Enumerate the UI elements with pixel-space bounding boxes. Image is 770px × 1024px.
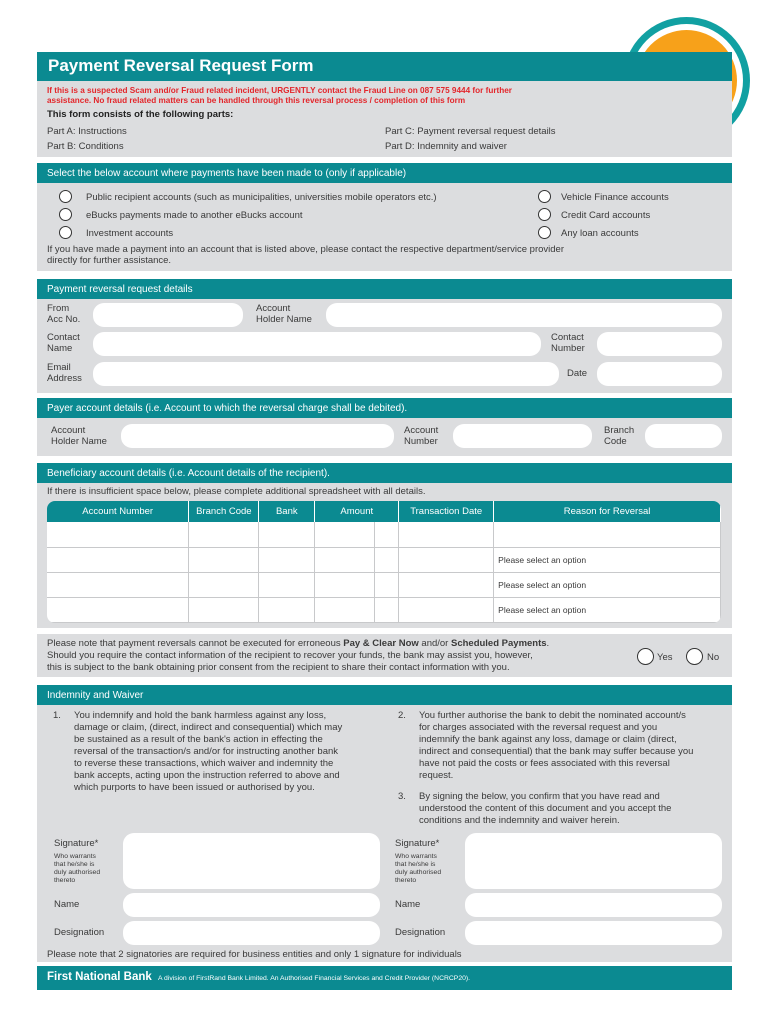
cell-amount[interactable] — [315, 547, 375, 572]
signature-1-input[interactable] — [123, 833, 380, 889]
payer-number-input[interactable] — [453, 424, 592, 448]
radio-no[interactable] — [686, 648, 703, 665]
date-input[interactable] — [597, 362, 722, 386]
col-transaction-date: Transaction Date — [399, 501, 494, 522]
name-2-label: Name — [395, 899, 421, 910]
table-row[interactable] — [47, 547, 721, 572]
cell-branch-code[interactable] — [189, 522, 259, 547]
col-account-number: Account Number — [47, 501, 189, 522]
table-header-row — [47, 501, 721, 522]
payer-branch-label: Branch Code — [604, 425, 635, 447]
contact-number-input[interactable] — [597, 332, 722, 356]
option-vehicle-finance: Vehicle Finance accounts — [561, 192, 669, 203]
cell-transaction-date[interactable] — [399, 572, 494, 597]
contact-number-label: Contact Number — [551, 332, 585, 354]
signature-2-warrant: Who warrants that he/she is duly authorised thereto — [395, 853, 442, 884]
indemnity-heading: Indemnity and Waiver — [37, 685, 732, 705]
part-a: Part A: Instructions — [47, 126, 127, 137]
cell-transaction-date[interactable] — [399, 522, 494, 547]
name-1-label: Name — [54, 899, 80, 910]
signature-2-input[interactable] — [465, 833, 722, 889]
option-ebucks: eBucks payments made to another eBucks account — [86, 210, 303, 221]
holder-name-input[interactable] — [326, 303, 722, 327]
item2-number: 2. — [398, 710, 406, 721]
holder-name-label: Account Holder Name — [256, 303, 312, 325]
notice-line3: this is subject to the bank obtaining prior consent from the recipient to share their contact information with you. — [47, 662, 510, 673]
page-title: Payment Reversal Request Form — [48, 56, 314, 75]
cell-amount-cents[interactable] — [375, 522, 399, 547]
indemnity-item3: By signing the below, you confirm that you have read and understood the content of this document and you accept the conditions and the indemnity and waiver herein. — [419, 791, 672, 826]
payer-branch-input[interactable] — [645, 424, 722, 448]
cell-transaction-date[interactable] — [399, 547, 494, 572]
name-2-input[interactable] — [465, 893, 722, 917]
cell-amount[interactable] — [315, 597, 375, 622]
option-investment: Investment accounts — [86, 228, 174, 239]
cell-amount[interactable] — [315, 522, 375, 547]
signature-1-label: Signature* — [54, 838, 99, 849]
cell-transaction-date[interactable] — [399, 597, 494, 622]
payer-heading: Payer account details (i.e. Account to which the reversal charge shall be debited). — [37, 398, 732, 418]
cell-bank[interactable] — [259, 597, 315, 622]
signature-2-label: Signature* — [395, 838, 440, 849]
radio-vehicle-finance[interactable] — [538, 190, 551, 203]
name-1-input[interactable] — [123, 893, 380, 917]
option-credit-card: Credit Card accounts — [561, 210, 651, 221]
cell-amount-cents[interactable] — [375, 547, 399, 572]
cell-branch-code[interactable] — [189, 572, 259, 597]
cell-amount[interactable] — [315, 572, 375, 597]
beneficiary-table — [47, 501, 721, 623]
radio-ebucks[interactable] — [59, 208, 72, 221]
cell-branch-code[interactable] — [189, 547, 259, 572]
payer-holder-label: Account Holder Name — [51, 425, 107, 447]
payer-holder-input[interactable] — [121, 424, 394, 448]
cell-bank[interactable] — [259, 572, 315, 597]
cell-amount-cents[interactable] — [375, 597, 399, 622]
cell-reason-select[interactable]: Please select an option — [494, 572, 721, 597]
beneficiary-table-wrap — [47, 501, 721, 623]
radio-credit-card[interactable] — [538, 208, 551, 221]
email-input[interactable] — [93, 362, 559, 386]
payer-number-label: Account Number — [404, 425, 439, 447]
request-details-heading: Payment reversal request details — [37, 279, 732, 299]
option-loan: Any loan accounts — [561, 228, 639, 239]
col-bank: Bank — [259, 501, 315, 522]
parts-heading: This form consists of the following parts: — [47, 109, 234, 120]
yes-label: Yes — [657, 652, 673, 663]
no-label: No — [707, 652, 720, 663]
item3-number: 3. — [398, 791, 406, 802]
radio-loan[interactable] — [538, 226, 551, 239]
account-note-line2: directly for further assistance. — [47, 255, 172, 266]
designation-1-label: Designation — [54, 927, 105, 938]
email-label: Email Address — [47, 362, 82, 384]
col-reason: Reason for Reversal — [494, 501, 721, 522]
cell-amount-cents[interactable] — [375, 572, 399, 597]
from-acc-label: From Acc No. — [47, 303, 81, 325]
cell-bank[interactable] — [259, 547, 315, 572]
cell-reason[interactable] — [494, 522, 721, 547]
signatories-note: Please note that 2 signatories are required for business entities and only 1 signature for individuals — [47, 949, 462, 960]
account-note-line1: If you have made a payment into an account that is listed above, please contact the respective department/service provider — [47, 244, 564, 255]
item1-number: 1. — [53, 710, 61, 721]
table-row[interactable] — [47, 572, 721, 597]
col-branch-code: Branch Code — [189, 501, 259, 522]
radio-public-recipient[interactable] — [59, 190, 72, 203]
table-row[interactable] — [47, 597, 721, 622]
cell-bank[interactable] — [259, 522, 315, 547]
contact-name-input[interactable] — [93, 332, 541, 356]
footer-legal: A division of FirstRand Bank Limited. An Authorised Financial Services and Credit Provider (NCRCP20). — [158, 975, 471, 982]
beneficiary-note: If there is insufficient space below, please complete additional spreadsheet with all details. — [47, 486, 426, 497]
radio-yes[interactable] — [637, 648, 654, 665]
contact-name-label: Contact Name — [47, 332, 80, 354]
table-row[interactable] — [47, 522, 721, 547]
option-public-recipient: Public recipient accounts (such as municipalities, universities mobile operators etc.) — [86, 192, 437, 203]
part-c: Part C: Payment reversal request details — [385, 126, 556, 137]
cell-account-number[interactable] — [47, 572, 189, 597]
indemnity-item2: You further authorise the bank to debit the nominated account/s for charges associated with the reversal request and you indemnify the bank against any loss, damage or claim (direct, indirect and consequential) that the bank may suffer because you have not paid the costs or fees associated with this reversal request. — [419, 710, 694, 781]
cell-account-number[interactable] — [47, 547, 189, 572]
radio-investment[interactable] — [59, 226, 72, 239]
from-acc-input[interactable] — [93, 303, 243, 327]
footer-brand: First National Bank — [47, 971, 152, 983]
cell-reason-select[interactable]: Please select an option — [494, 547, 721, 572]
cell-account-number[interactable] — [47, 522, 189, 547]
beneficiary-heading: Beneficiary account details (i.e. Account details of the recipient). — [37, 463, 732, 483]
designation-2-input[interactable] — [465, 921, 722, 945]
designation-1-input[interactable] — [123, 921, 380, 945]
notice-line1: Please note that payment reversals cannot be executed for erroneous Pay & Clear Now and/or Scheduled Payments. — [47, 638, 550, 649]
cell-reason-select[interactable]: Please select an option — [494, 597, 721, 622]
part-b: Part B: Conditions — [47, 141, 124, 152]
indemnity-item1: You indemnify and hold the bank harmless against any loss, damage or claim, (direct, indirect and consequential) which may be sustained as a result of the bank's action in effecting the reversal of the transaction/s and/or for instructing another bank to reverse these transactions, which waiver and indemnity the bank accepts, acting upon the instruction referred to above and which purports to have been issued or authorised by you. — [74, 710, 343, 793]
cell-account-number[interactable] — [47, 597, 189, 622]
part-d: Part D: Indemnity and waiver — [385, 141, 507, 152]
fraud-warning-line2: assistance. No fraud related matters can be handled through this reversal process / completion of this form — [47, 96, 466, 105]
account-type-heading: Select the below account where payments have been made to (only if applicable) — [37, 163, 732, 183]
designation-2-label: Designation — [395, 927, 446, 938]
cell-branch-code[interactable] — [189, 597, 259, 622]
col-amount: Amount — [315, 501, 399, 522]
signature-1-warrant: Who warrants that he/she is duly authorised thereto — [54, 853, 101, 884]
fraud-warning-line1: If this is a suspected Scam and/or Fraud related incident, URGENTLY contact the Fraud Line on 087 575 9444 for further — [47, 86, 512, 95]
notice-line2: Should you require the contact information of the recipient to recover your funds, the bank may assist you, however, — [47, 650, 533, 661]
date-label: Date — [567, 368, 588, 379]
